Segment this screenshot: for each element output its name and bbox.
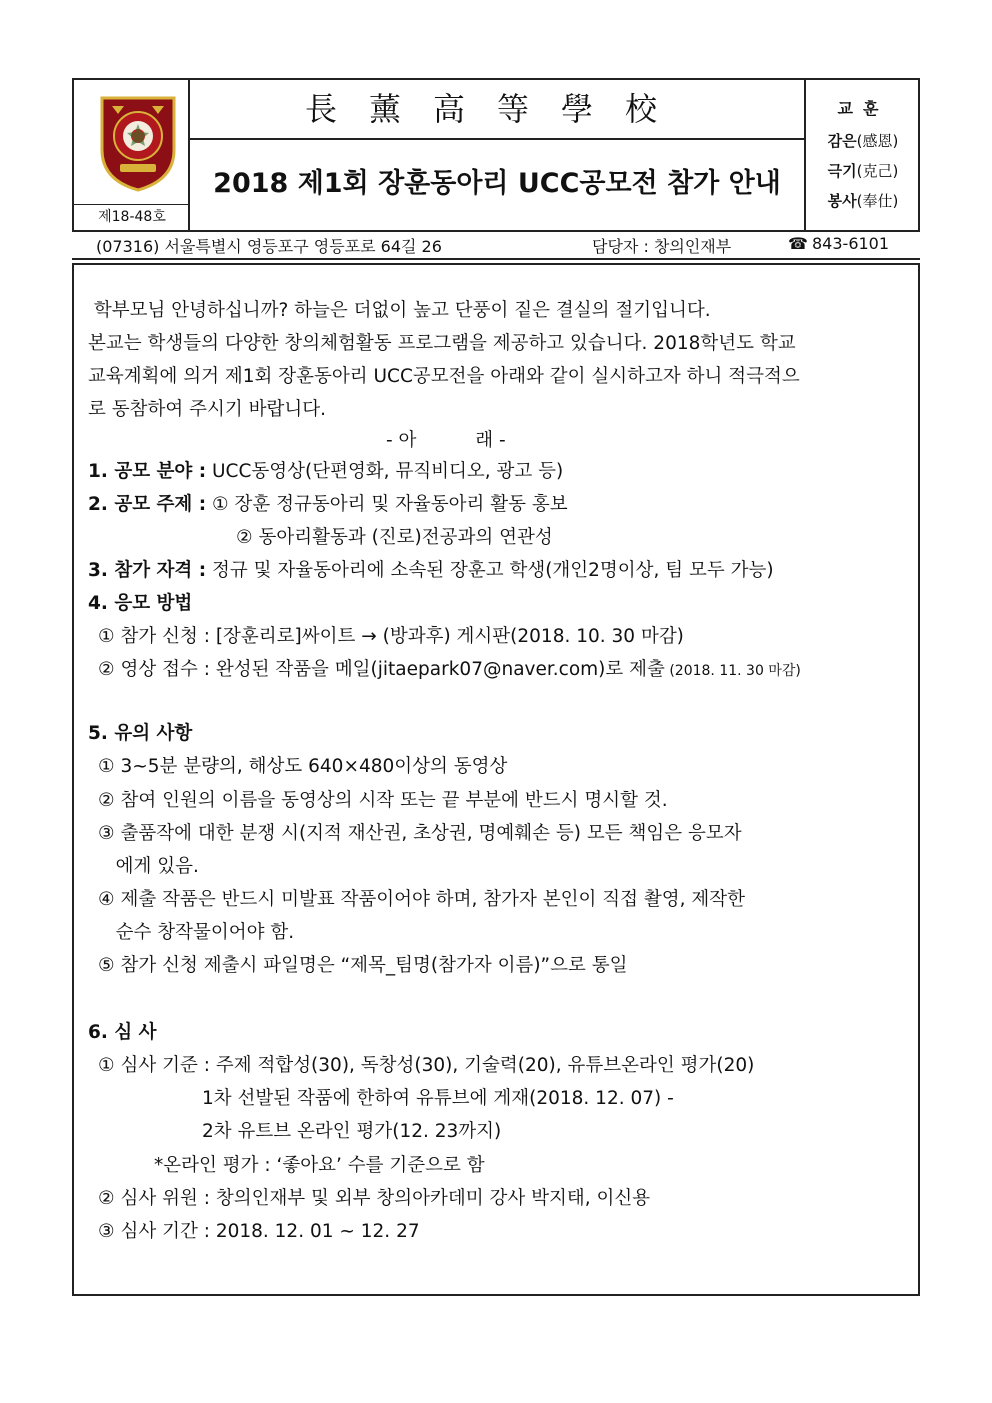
section-6-heading: 6. 심 사 <box>88 1022 157 1043</box>
section-6-note: *온라인 평가 : ‘좋아요’ 수를 기준으로 함 <box>154 1155 485 1176</box>
intro-line: 교육계획에 의거 제1회 장훈동아리 UCC공모전을 아래와 같이 실시하고자 하니 적극적으 <box>88 366 800 387</box>
section-6-item: 1차 선발된 작품에 한하여 유튜브에 게재(2018. 12. 07) - <box>202 1088 674 1109</box>
school-name: 長薰高等學校 <box>304 90 689 128</box>
phone-number: 843-6101 <box>812 234 890 253</box>
section-2-item: ② 동아리활동과 (진로)전공과의 연관성 <box>236 527 553 548</box>
section-5-item: ⑤ 참가 신청 제출시 파일명은 “제목_팀명(참가자 이름)”으로 통일 <box>98 955 628 976</box>
section-6-item: ② 심사 위원 : 창의인재부 및 외부 창의아카데미 강사 박지태, 이신용 <box>98 1188 651 1209</box>
section-1: 1. 공모 분야 : UCC동영상(단편영화, 뮤직비디오, 광고 등) <box>88 461 564 482</box>
phone-icon: ☎ <box>788 234 808 253</box>
section-6-item: 2차 유트브 온라인 평가(12. 23까지) <box>202 1121 502 1142</box>
section-4-item: ② 영상 접수 : 완성된 작품을 메일(jitaepark07@naver.com)로 제출 (2018. 11. 30 마감) <box>98 659 801 680</box>
section-5-heading: 5. 유의 사항 <box>88 723 193 744</box>
motto-item: 감은(感恩) <box>827 132 899 150</box>
notice-heading: - 아 래 - <box>386 430 506 451</box>
motto-item: 봉사(奉仕) <box>827 192 899 210</box>
section-3: 3. 참가 자격 : 정규 및 자율동아리에 소속된 장훈고 학생(개인2명이상, 팀 모두 가능) <box>88 560 774 581</box>
section-2: 2. 공모 주제 : ① 장훈 정규동아리 및 자율동아리 활동 홍보 <box>88 494 568 515</box>
section-5-item: ④ 제출 작품은 반드시 미발표 작품이어야 하며, 참가자 본인이 직접 촬영, 제작한 <box>98 889 746 910</box>
contact-department: 담당자 : 창의인재부 <box>592 237 732 256</box>
section-5-item: 순수 창작물이어야 함. <box>98 922 295 943</box>
section-4-heading: 4. 응모 방법 <box>88 593 193 614</box>
motto-heading: 교훈 <box>837 99 889 118</box>
body-content <box>88 0 908 1290</box>
section-5-item: 에게 있음. <box>98 856 199 877</box>
doc-number: 제18-48호 <box>98 209 166 225</box>
section-5-item: ② 참여 인원의 이름을 동영상의 시작 또는 끝 부분에 반드시 명시할 것. <box>98 790 668 811</box>
intro-line: 로 동참하여 주시기 바랍니다. <box>88 399 326 420</box>
section-4-item: ① 참가 신청 : [장훈리로]싸이트 → (방과후) 게시판(2018. 10. 30 마감) <box>98 626 684 647</box>
section-6-item: ① 심사 기준 : 주제 적합성(30), 독창성(30), 기술력(20), 유튜브온라인 평가(20) <box>98 1055 755 1076</box>
section-5-item: ③ 출품작에 대한 분쟁 시(지적 재산권, 초상권, 명예훼손 등) 모든 책임은 응모자 <box>98 823 742 844</box>
section-5-item: ① 3~5분 분량의, 해상도 640×480이상의 동영상 <box>98 756 508 777</box>
intro-line: 학부모님 안녕하십니까? 하늘은 더없이 높고 단풍이 짙은 결실의 절기입니다. <box>88 300 711 321</box>
section-6-item: ③ 심사 기간 : 2018. 12. 01 ~ 12. 27 <box>98 1221 420 1242</box>
intro-line: 본교는 학생들의 다양한 창의체험활동 프로그램을 제공하고 있습니다. 2018학년도 학교 <box>88 333 796 354</box>
motto-item: 극기(克己) <box>827 162 899 180</box>
doc-title: 2018 제1회 장훈동아리 UCC공모전 참가 안내 <box>213 168 781 199</box>
school-address: (07316) 서울특별시 영등포구 영등포로 64길 26 <box>96 237 442 256</box>
